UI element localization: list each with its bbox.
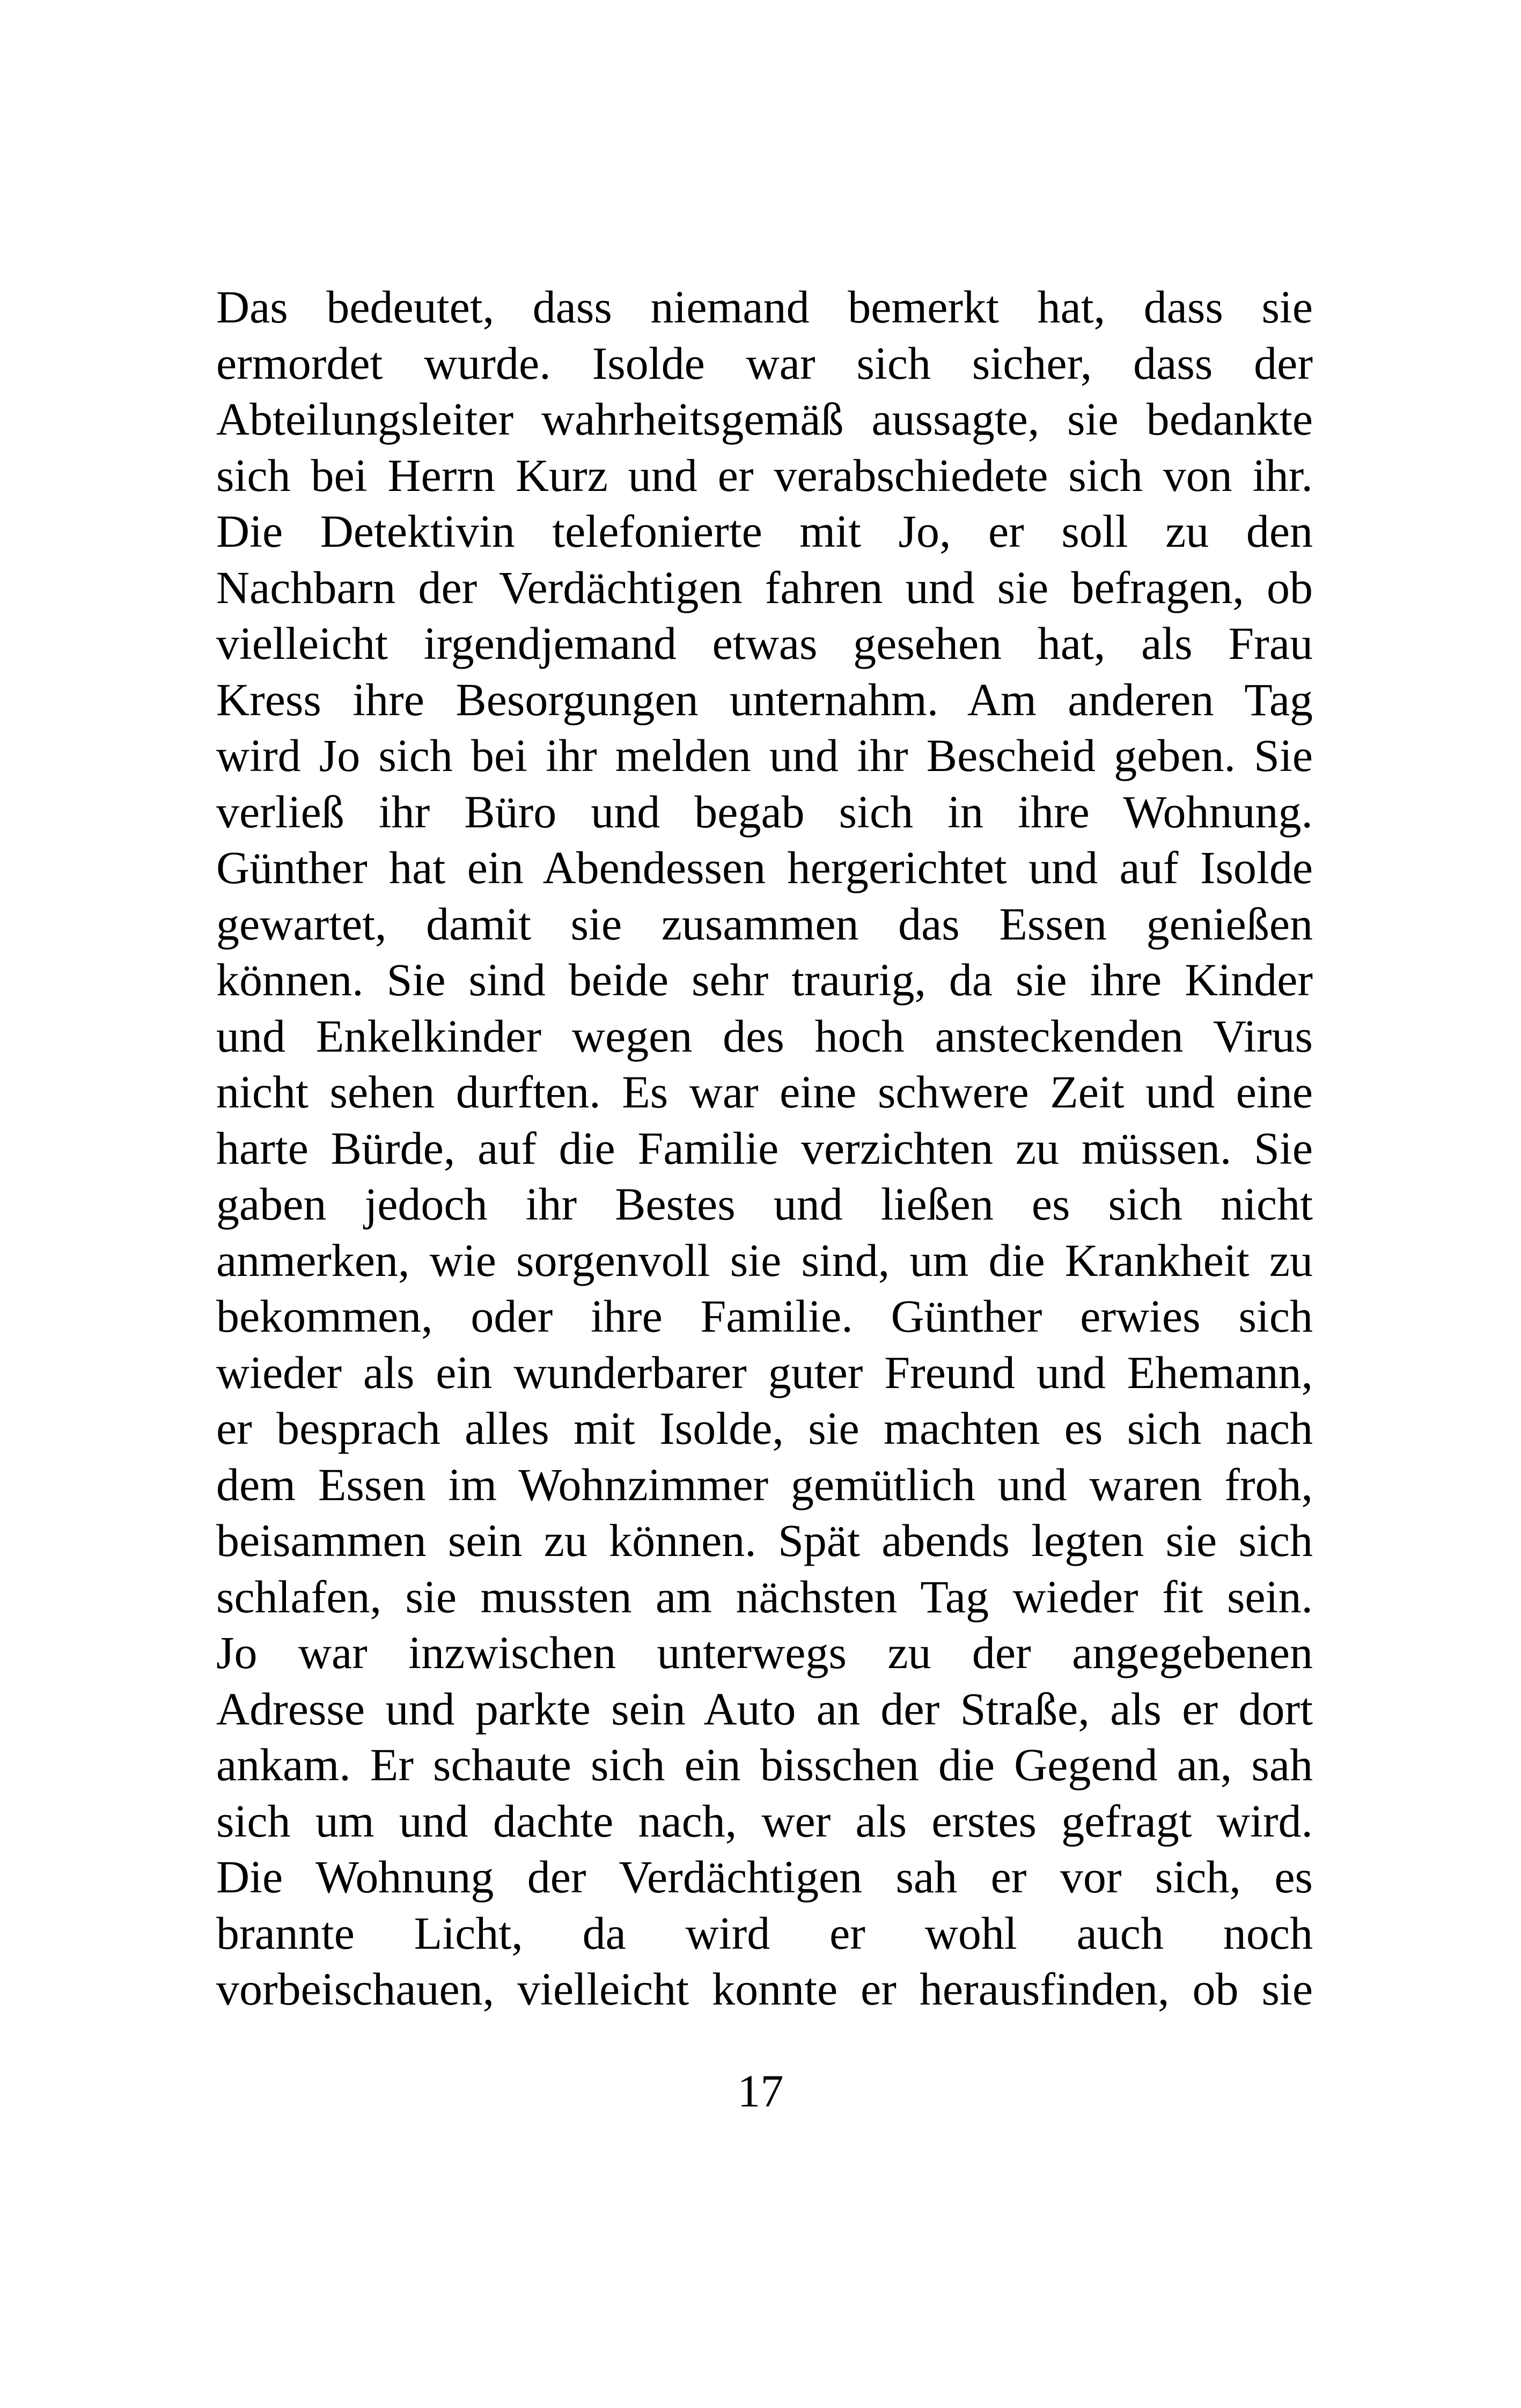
body-text (216, 279, 1313, 2017)
text-line: gewartet, damit sie zusammen das Essen genießen (216, 898, 1313, 950)
text-line: Das bedeutet, dass niemand bemerkt hat, dass sie (216, 281, 1313, 333)
text-line: dem Essen im Wohnzimmer gemütlich und waren froh, (216, 1458, 1313, 1510)
text-line: Die Detektivin telefonierte mit Jo, er soll zu den (216, 505, 1313, 557)
text-line: brannte Licht, da wird er wohl auch noch (216, 1907, 1313, 1959)
text-line: wird Jo sich bei ihr melden und ihr Bescheid geben. Sie (216, 730, 1313, 781)
text-line: wieder als ein wunderbarer guter Freund und Ehemann, (216, 1346, 1313, 1398)
text-line: beisammen sein zu können. Spät abends legten sie sich (216, 1515, 1313, 1566)
text-line: können. Sie sind beide sehr traurig, da sie ihre Kinder (216, 954, 1313, 1005)
text-line: Nachbarn der Verdächtigen fahren und sie befragen, ob (216, 561, 1313, 613)
text-line: anmerken, wie sorgenvoll sie sind, um die Krankheit zu (216, 1234, 1313, 1286)
text-line: ankam. Er schaute sich ein bisschen die Gegend an, sah (216, 1739, 1313, 1790)
text-line: vorbeischauen, vielleicht konnte er herausfinden, ob sie (216, 1963, 1313, 2015)
text-line: schlafen, sie mussten am nächsten Tag wieder fit sein. (216, 1570, 1313, 1623)
text-line: harte Bürde, auf die Familie verzichten zu müssen. Sie (216, 1122, 1313, 1174)
text-line: er besprach alles mit Isolde, sie machten es sich nach (216, 1403, 1313, 1454)
text-line: vielleicht irgendjemand etwas gesehen hat, als Frau (216, 618, 1313, 669)
text-line: Günther hat ein Abendessen hergerichtet und auf Isolde (216, 842, 1313, 893)
text-line: Jo war inzwischen unterwegs zu der angegebenen (216, 1627, 1313, 1678)
text-line: Die Wohnung der Verdächtigen sah er vor sich, es (216, 1851, 1313, 1903)
text-line: gaben jedoch ihr Bestes und ließen es sich nicht (216, 1178, 1313, 1230)
text-line: Adresse und parkte sein Auto an der Straße, als er dort (216, 1683, 1313, 1735)
text-line: und Enkelkinder wegen des hoch ansteckenden Virus (216, 1010, 1313, 1062)
page-number: 17 (737, 2065, 784, 2117)
text-line: verließ ihr Büro und begab sich in ihre Wohnung. (216, 785, 1313, 838)
text-line: Kress ihre Besorgungen unternahm. Am anderen Tag (216, 673, 1313, 725)
text-line: sich bei Herrn Kurz und er verabschiedete sich von ihr. (216, 449, 1313, 501)
text-line: bekommen, oder ihre Familie. Günther erwies sich (216, 1290, 1313, 1342)
text-line: nicht sehen durften. Es war eine schwere Zeit und eine (216, 1066, 1313, 1118)
text-line: ermordet wurde. Isolde war sich sicher, dass der (216, 337, 1313, 389)
text-line: Abteilungsleiter wahrheitsgemäß aussagte, sie bedankte (216, 393, 1313, 445)
text-line: sich um und dachte nach, wer als erstes gefragt wird. (216, 1795, 1313, 1847)
